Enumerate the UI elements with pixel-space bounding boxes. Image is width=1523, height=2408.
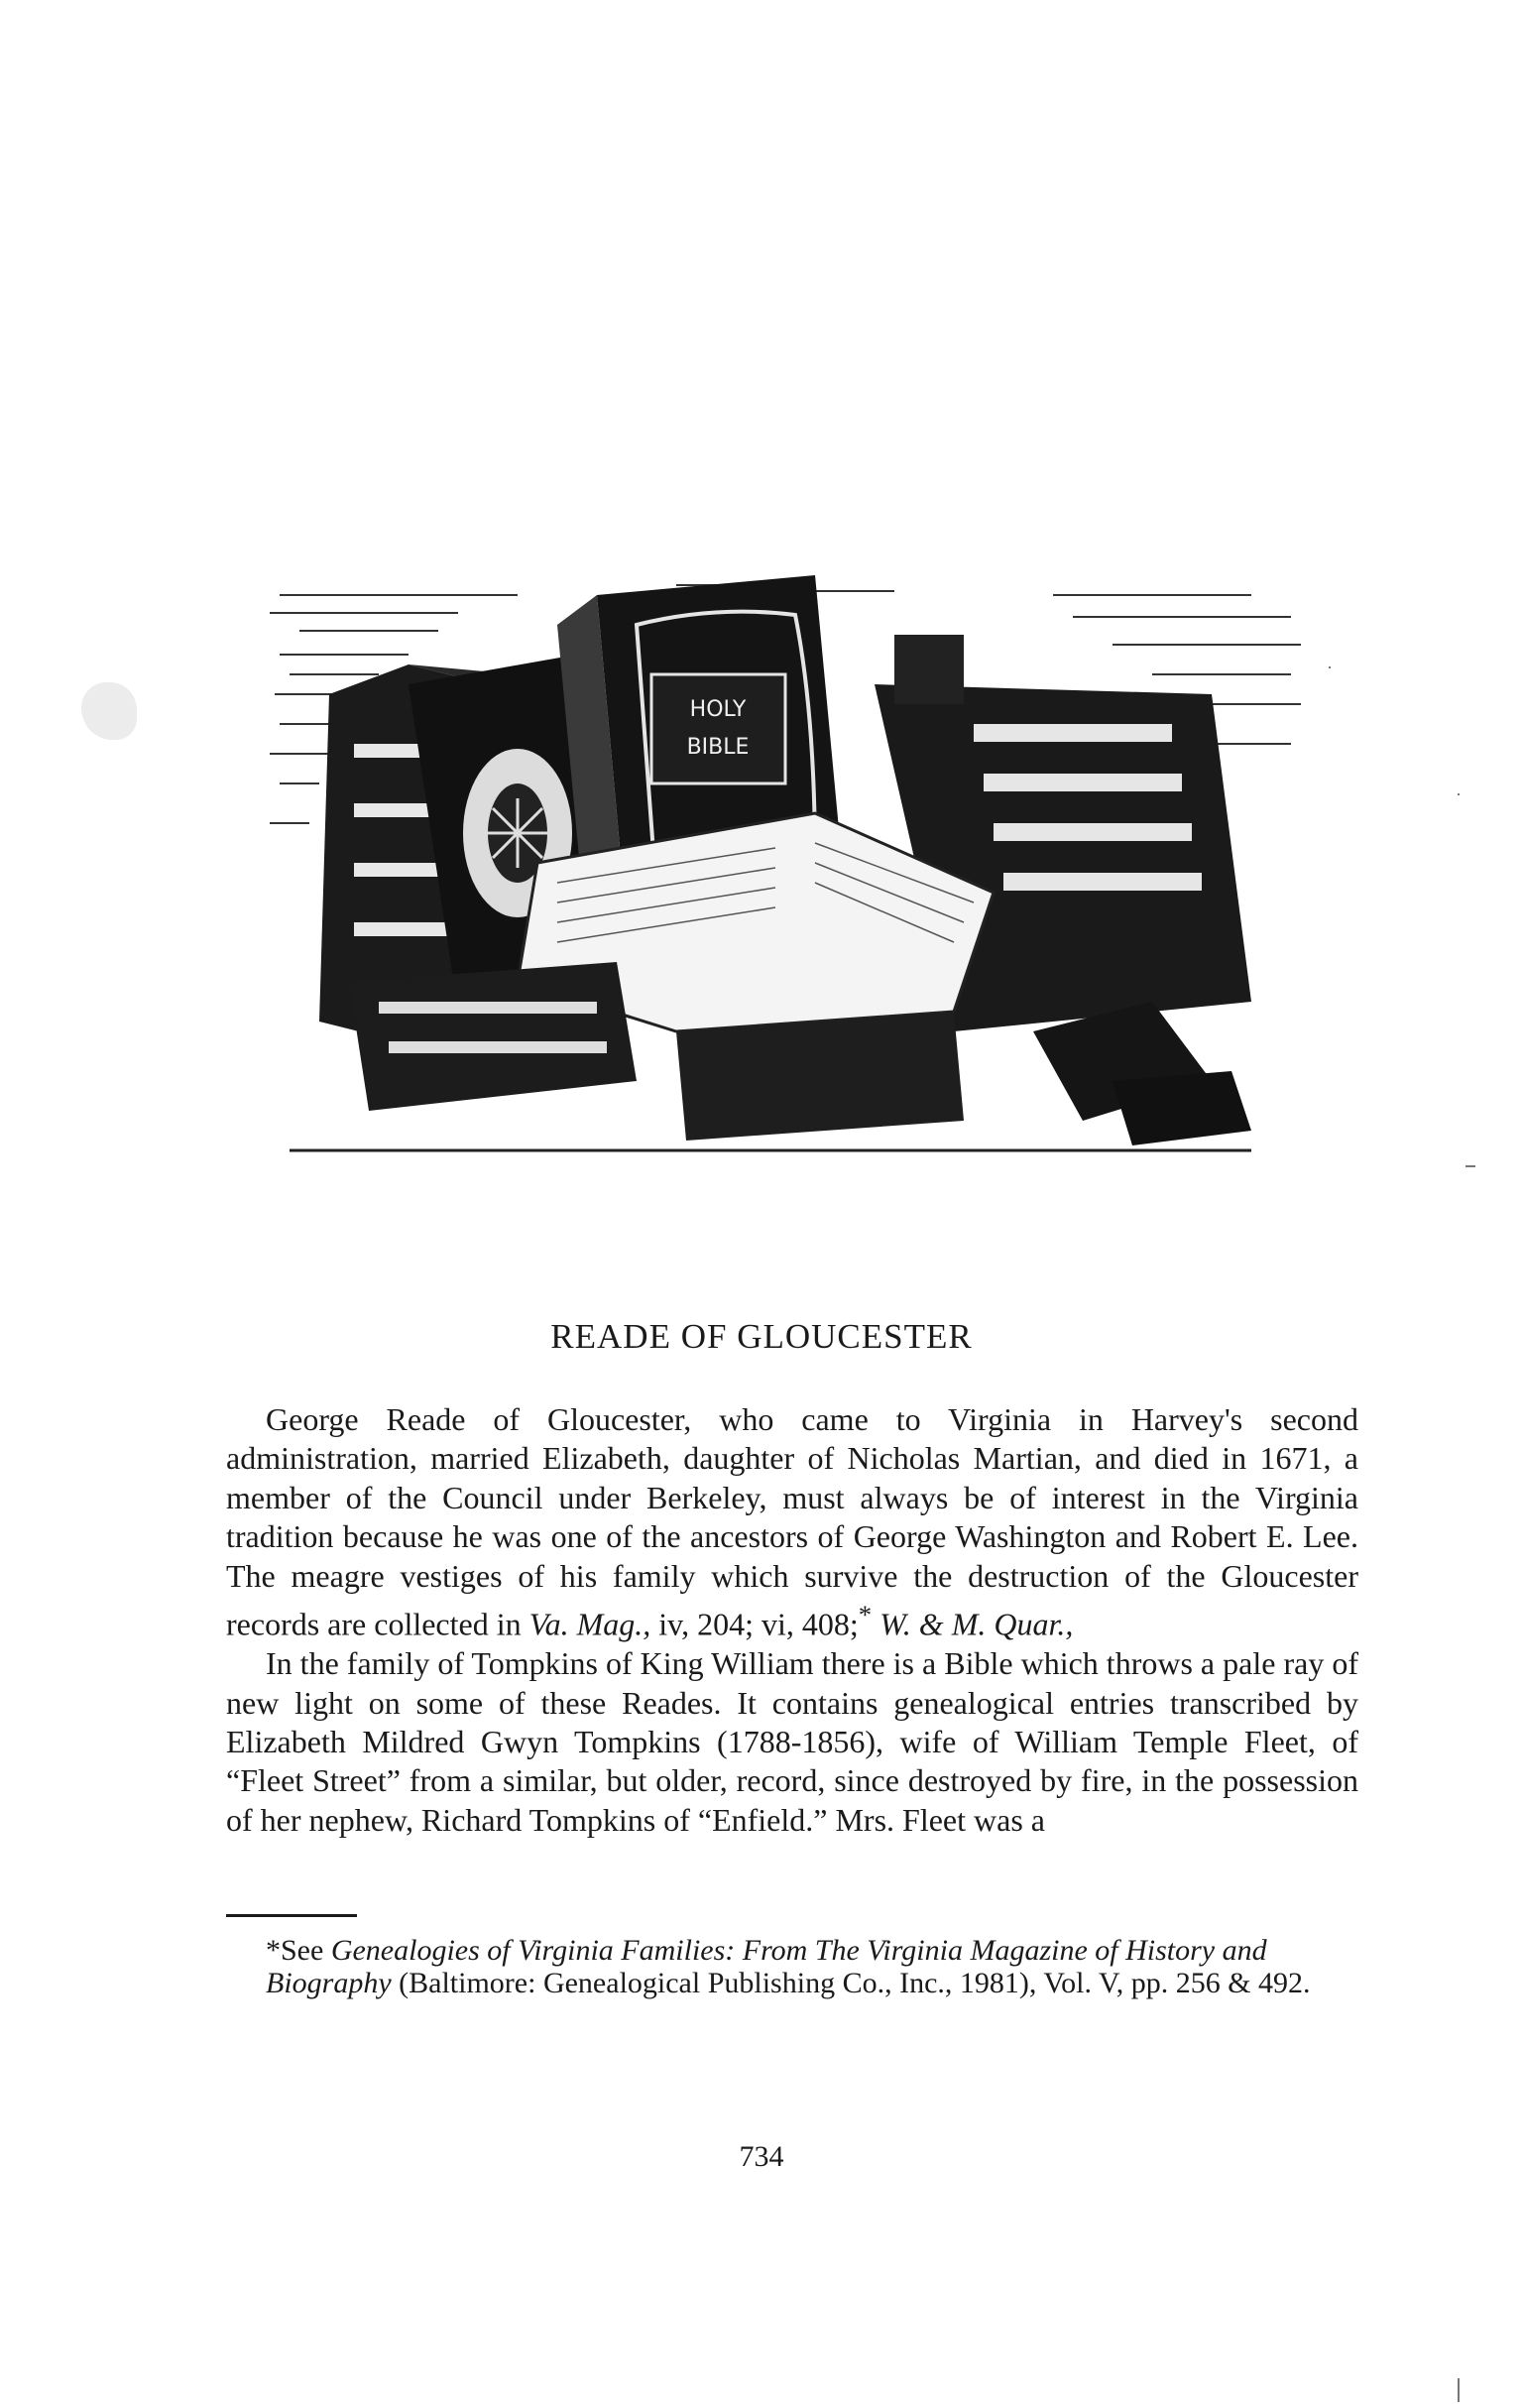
footnote-prefix: *See [266, 1934, 331, 1967]
body-text [226, 1400, 1358, 1840]
bible-label-bible: BIBLE [686, 735, 750, 760]
citation-volumes: iv, 204; vi, 408; [650, 1606, 859, 1642]
footnote-publication: (Baltimore: Genealogical Publishing Co., Inc., 1981), Vol. V, pp. 256 & 492. [391, 1967, 1311, 1999]
footnote-rule [226, 1914, 357, 1917]
citation-va-mag: Va. Mag., [528, 1606, 651, 1642]
scan-speck [1465, 1165, 1475, 1167]
footnote-text [226, 1934, 1358, 1999]
footnote [226, 1934, 1358, 1999]
page-number: 734 [739, 2140, 784, 2173]
footnote-marker[interactable]: * [858, 1600, 873, 1630]
footnote-source-title: Genealogies of Virginia Families: From The Virginia Magazine of History and Biography [266, 1934, 1267, 1999]
scan-edge-mark [1458, 2378, 1460, 2402]
citation-wm-quar: W. & M. Quar., [879, 1606, 1074, 1642]
paragraph-text: George Reade of Gloucester, who came to Virginia in Harvey's second administration, married Elizabeth, daughter of Nicholas Martian, and died in 1671, a member of the Council under Berkeley, must always be of interest in the Virginia tradition because he was one of the ancestors of George Washington and Robert E. Lee. The meagre vestiges of his family which survive the destruction of the Gloucester records are collected in [226, 1401, 1358, 1642]
bible-label-holy: HOLY [689, 697, 747, 722]
scan-speck [1329, 666, 1331, 668]
scan-speck [1458, 793, 1460, 795]
paragraph [226, 1400, 1358, 1644]
chapter-title: READE OF GLOUCESTER [550, 1317, 973, 1356]
paragraph: In the family of Tompkins of King William there is a Bible which throws a pale ray of new light on some of these Reades. It contains genealogical entries transcribed by Elizabeth Mildred Gwyn Tompkins (1788-1856), wife of William Temple Fleet, of “Fleet Street” from a similar, but older, record, since destroyed by fire, in the possession of her nephew, Richard Tompkins of “Enfield.” Mrs. Fleet was a [226, 1645, 1358, 1838]
books-illustration [260, 565, 1313, 1160]
faint-leaf-watermark [81, 682, 137, 740]
